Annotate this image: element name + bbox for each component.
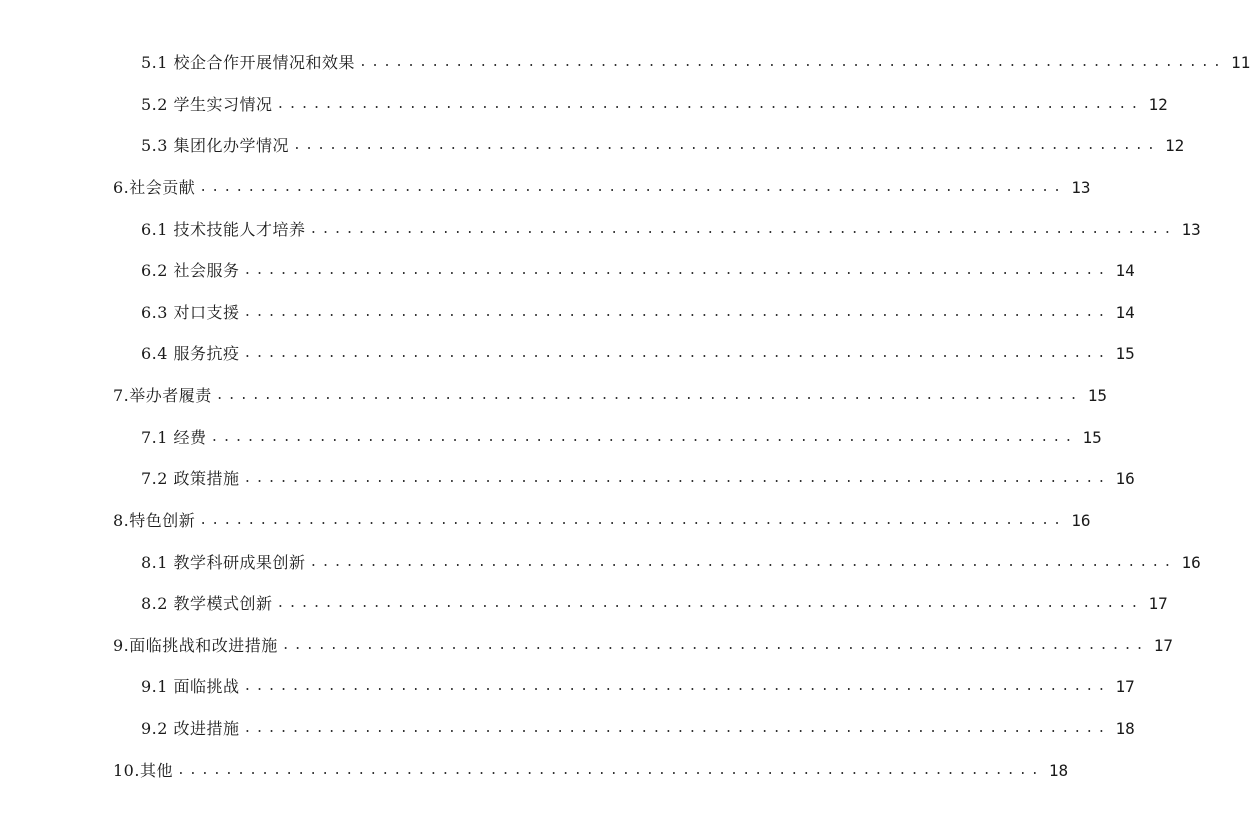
toc-page-number: 16 bbox=[1071, 511, 1091, 530]
toc-entry[interactable] bbox=[113, 384, 1107, 408]
toc-entry-label: 5.1 校企合作开展情况和效果 bbox=[141, 53, 356, 72]
toc-page-number: 14 bbox=[1115, 261, 1135, 280]
toc-page-number: 13 bbox=[1181, 220, 1201, 239]
toc-dot-leader: ........................................................................ bbox=[309, 222, 1176, 237]
toc-entry[interactable] bbox=[113, 759, 1069, 783]
toc-entry[interactable] bbox=[141, 218, 1201, 242]
toc-dot-leader: ........................................................................ bbox=[243, 679, 1110, 694]
toc-page-number: 15 bbox=[1087, 386, 1107, 405]
toc-page-number: 18 bbox=[1048, 761, 1069, 780]
toc-page-number: 15 bbox=[1082, 428, 1102, 447]
toc-dot-leader: ........................................................................ bbox=[276, 596, 1143, 611]
toc-page-number: 11 bbox=[1230, 53, 1250, 72]
toc-entry[interactable] bbox=[141, 134, 1185, 158]
toc-page-number: 18 bbox=[1115, 719, 1135, 738]
toc-entry-label: 10.其他 bbox=[113, 761, 173, 780]
toc-entry[interactable] bbox=[141, 551, 1201, 575]
toc-dot-leader: ........................................................................ bbox=[293, 138, 1159, 153]
toc-dot-leader: ........................................................................ bbox=[359, 55, 1225, 70]
toc-entry[interactable] bbox=[113, 634, 1173, 658]
toc-page-number: 12 bbox=[1148, 95, 1168, 114]
toc-dot-leader: ........................................................................ bbox=[210, 430, 1077, 445]
toc-dot-leader: ........................................................................ bbox=[176, 763, 1043, 778]
toc-entry[interactable] bbox=[113, 176, 1091, 200]
toc-page-number: 17 bbox=[1115, 677, 1135, 696]
toc-entry-label: 9.2 改进措施 bbox=[141, 719, 240, 738]
toc-entry-label: 6.2 社会服务 bbox=[141, 261, 240, 280]
toc-entry-label: 7.举办者履责 bbox=[113, 386, 212, 405]
toc-entry[interactable] bbox=[141, 93, 1168, 117]
toc-page-number: 13 bbox=[1071, 178, 1091, 197]
toc-entry[interactable] bbox=[141, 717, 1135, 741]
toc-entry[interactable] bbox=[141, 301, 1135, 325]
toc-page-number: 12 bbox=[1164, 136, 1185, 155]
toc-page-number: 15 bbox=[1115, 344, 1135, 363]
toc-dot-leader: ........................................................................ bbox=[215, 388, 1082, 403]
toc-entry[interactable] bbox=[141, 426, 1102, 450]
toc-page-number: 14 bbox=[1115, 303, 1135, 322]
toc-dot-leader: ........................................................................ bbox=[243, 263, 1110, 278]
toc-dot-leader: ........................................................................ bbox=[199, 180, 1066, 195]
toc-entry[interactable] bbox=[141, 467, 1135, 491]
toc-page-number: 16 bbox=[1181, 553, 1201, 572]
toc-dot-leader: ........................................................................ bbox=[243, 721, 1110, 736]
toc-page-number: 17 bbox=[1148, 594, 1168, 613]
toc-entry-label: 5.3 集团化办学情况 bbox=[141, 136, 290, 155]
toc-page-number: 16 bbox=[1115, 469, 1135, 488]
toc-entry-label: 6.3 对口支援 bbox=[141, 303, 240, 322]
toc-page-number: 17 bbox=[1153, 636, 1173, 655]
toc-dot-leader: ........................................................................ bbox=[199, 513, 1066, 528]
toc-dot-leader: ........................................................................ bbox=[276, 97, 1143, 112]
toc-entry-label: 5.2 学生实习情况 bbox=[141, 95, 273, 114]
toc-entry-label: 8.1 教学科研成果创新 bbox=[141, 553, 306, 572]
toc-entry[interactable] bbox=[141, 592, 1168, 616]
toc-entry-label: 7.1 经费 bbox=[141, 428, 207, 447]
toc-entry[interactable] bbox=[141, 51, 1250, 75]
toc-entry[interactable] bbox=[113, 509, 1091, 533]
toc-dot-leader: ........................................................................ bbox=[243, 471, 1110, 486]
toc-dot-leader: ........................................................................ bbox=[281, 638, 1148, 653]
toc-dot-leader: ........................................................................ bbox=[243, 305, 1110, 320]
toc-entry[interactable] bbox=[141, 259, 1135, 283]
toc-dot-leader: ........................................................................ bbox=[309, 555, 1176, 570]
toc-dot-leader: ........................................................................ bbox=[243, 346, 1110, 361]
toc-entry-label: 8.特色创新 bbox=[113, 511, 196, 530]
toc-entry-label: 9.面临挑战和改进措施 bbox=[113, 636, 278, 655]
toc-entry-label: 7.2 政策措施 bbox=[141, 469, 240, 488]
toc-entry-label: 9.1 面临挑战 bbox=[141, 677, 240, 696]
toc-entry[interactable] bbox=[141, 675, 1135, 699]
toc-entry-label: 6.社会贡献 bbox=[113, 178, 196, 197]
toc-entry-label: 8.2 教学模式创新 bbox=[141, 594, 273, 613]
toc-entry-label: 6.4 服务抗疫 bbox=[141, 344, 240, 363]
toc-entry-label: 6.1 技术技能人才培养 bbox=[141, 220, 306, 239]
toc-entry[interactable] bbox=[141, 342, 1135, 366]
